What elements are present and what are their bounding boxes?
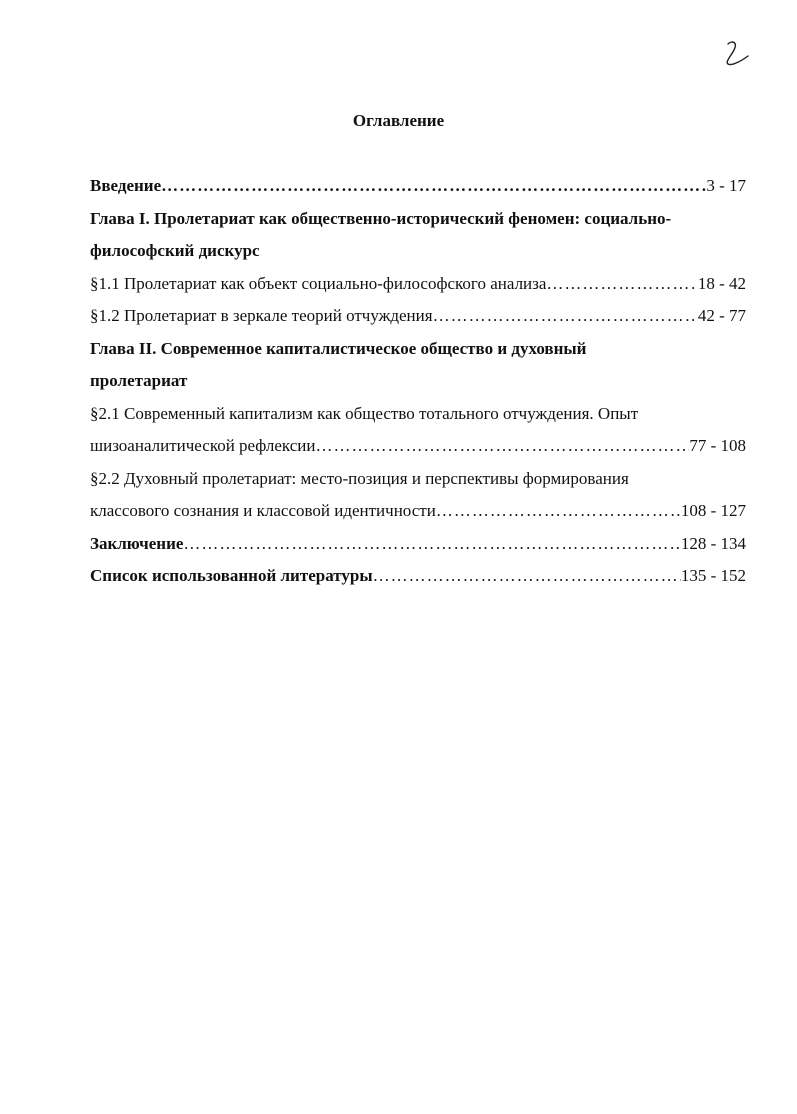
table-of-contents bbox=[90, 170, 746, 593]
toc-entry-label: классового сознания и классовой идентичности bbox=[90, 501, 436, 520]
handwritten-page-number bbox=[722, 38, 754, 68]
toc-section-2-1-line1[interactable]: §2.1 Современный капитализм как общество тотального отчуждения. Опыт bbox=[90, 403, 639, 423]
toc-section-2-2[interactable] bbox=[90, 495, 746, 528]
handwritten-page-number-glyph bbox=[722, 38, 754, 68]
toc-chapter-1-heading-line1[interactable]: Глава I. Пролетариат как общественно-исторический феномен: социально- bbox=[90, 208, 672, 228]
toc-entry-pages: 3 - 17 bbox=[706, 176, 746, 195]
toc-chapter-1-heading-line2[interactable]: философский дискурс bbox=[90, 241, 260, 260]
toc-section-2-2-line1[interactable]: §2.2 Духовный пролетариат: место-позиция и перспективы формирования bbox=[90, 468, 629, 488]
toc-chapter-2-heading-line1[interactable]: Глава II. Современное капиталистическое общество и духовный bbox=[90, 338, 587, 358]
toc-entry-label: Заключение bbox=[90, 533, 184, 553]
toc-leader-dots bbox=[373, 560, 681, 593]
toc-entry-label: §1.1 Пролетариат как объект социально-философского анализа bbox=[90, 273, 547, 293]
toc-entry-intro[interactable] bbox=[90, 170, 746, 203]
toc-entry-pages: 42 - 77 bbox=[697, 306, 746, 325]
toc-section-1-1[interactable] bbox=[90, 268, 746, 301]
toc-leader-dots bbox=[433, 300, 698, 333]
toc-entry-label: шизоаналитической рефлексии bbox=[90, 436, 316, 455]
toc-leader-dots bbox=[436, 495, 681, 528]
toc-entry-pages: 128 - 134 bbox=[680, 533, 746, 553]
page-title: Оглавление bbox=[352, 111, 445, 130]
toc-entry-pages: 18 - 42 bbox=[697, 273, 746, 293]
toc-entry-bibliography[interactable] bbox=[90, 560, 746, 593]
toc-leader-dots bbox=[316, 430, 690, 463]
toc-entry-label: §1.2 Пролетариат в зеркале теорий отчуждения bbox=[90, 306, 433, 325]
toc-entry-conclusion[interactable] bbox=[90, 528, 746, 561]
toc-entry-label: Список использованной литературы bbox=[90, 566, 373, 585]
toc-entry-label: Введение bbox=[90, 176, 162, 195]
toc-leader-dots bbox=[183, 528, 680, 561]
toc-entry-pages: 135 - 152 bbox=[680, 566, 746, 585]
toc-chapter-2-heading-line2[interactable]: пролетариат bbox=[90, 371, 188, 390]
toc-leader-dots bbox=[161, 170, 706, 203]
toc-leader-dots bbox=[546, 268, 697, 301]
toc-entry-pages: 77 - 108 bbox=[689, 436, 746, 455]
toc-entry-pages: 108 - 127 bbox=[680, 501, 746, 520]
toc-section-2-1[interactable] bbox=[90, 430, 746, 463]
toc-section-1-2[interactable] bbox=[90, 300, 746, 333]
